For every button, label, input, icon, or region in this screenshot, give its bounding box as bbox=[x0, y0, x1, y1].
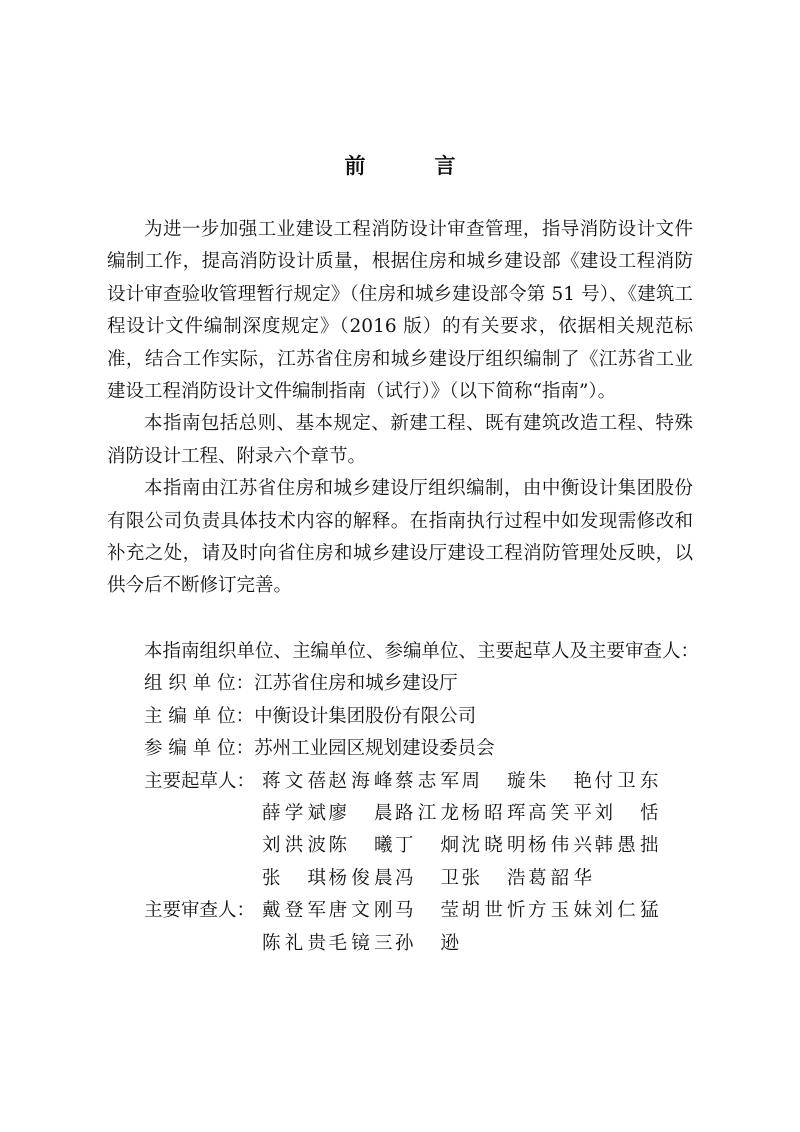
paragraph-contents: 本指南包括总则、基本规定、新建工程、既有建筑改造工程、特殊消防设计工程、附录六个章节。 bbox=[107, 413, 693, 467]
drafter-name: 杨昭珲 bbox=[461, 803, 526, 825]
drafter-name: 高笑平 bbox=[528, 803, 592, 825]
drafters-label: 主要起草人： bbox=[144, 770, 256, 792]
drafter-name: 张 琪 bbox=[262, 867, 326, 889]
reviewer-name: 马 莹 bbox=[395, 900, 459, 922]
drafter-name: 周 璇 bbox=[461, 770, 526, 792]
reviewer-name: 戴登军 bbox=[262, 900, 326, 922]
drafter-name: 沈晓明 bbox=[461, 835, 526, 857]
drafter-name: 冯 卫 bbox=[395, 867, 459, 889]
reviewer-name: 陈礼贵 bbox=[262, 932, 326, 954]
organization-section bbox=[144, 636, 704, 960]
reviewer-name: 孙 逊 bbox=[395, 932, 459, 954]
drafter-name: 刘洪波 bbox=[262, 835, 326, 857]
drafter-name: 蒋文蓓 bbox=[262, 770, 326, 792]
drafter-name: 付卫东 bbox=[594, 770, 659, 792]
drafter-name: 路江龙 bbox=[395, 803, 459, 825]
organizer-unit: 组 织 单 位：江苏省住房和城乡建设厅 bbox=[144, 673, 458, 695]
preface-body bbox=[107, 214, 693, 603]
paragraph-interpretation: 本指南由江苏省住房和城乡建设厅组织编制，由中衡设计集团股份有限公司负责具体技术内容的解释。在指南执行过程中如发现需修改和补充之处，请及时向省住房和城乡建设厅建设工程消防管理处反映，以供今后不断修订完善。 bbox=[107, 478, 693, 597]
drafter-name: 韩愚拙 bbox=[594, 835, 659, 857]
drafter-name: 赵海峰 bbox=[328, 770, 393, 792]
paragraph-purpose: 为进一步加强工业建设工程消防设计审查管理，指导消防设计文件编制工作，提高消防设计质量，根据住房和城乡建设部《建设工程消防设计审查验收管理暂行规定》（住房和城乡建设部令第 51 号）、《建筑工程设计文件编制深度规定》（2016 版）的有关要求，依据相关规范标准，结合工作实际，江苏省住房和城乡建设厅组织编制了《江苏省工业建设工程消防设计文件编制指南（试行）》（以下简称“指南”）。 bbox=[107, 219, 693, 403]
drafter-name: 朱 艳 bbox=[528, 770, 592, 792]
chief-editor-unit: 主 编 单 位：中衡设计集团股份有限公司 bbox=[144, 705, 477, 727]
reviewers-list bbox=[262, 895, 662, 960]
drafter-name: 蔡志军 bbox=[395, 770, 459, 792]
reviewers-block bbox=[144, 895, 704, 960]
page-title: 前 言 bbox=[344, 153, 480, 178]
drafter-name: 薛学斌 bbox=[262, 803, 326, 825]
co-editor-unit: 参 编 单 位：苏州工业园区规划建设委员会 bbox=[144, 738, 495, 760]
drafter-name: 丁 炯 bbox=[395, 835, 459, 857]
reviewer-name: 刘仁猛 bbox=[594, 900, 659, 922]
drafter-name: 张 浩 bbox=[461, 867, 526, 889]
drafter-name: 杨俊晨 bbox=[328, 867, 393, 889]
reviewer-name: 毛镜三 bbox=[328, 932, 393, 954]
drafter-name: 杨伟兴 bbox=[528, 835, 592, 857]
drafter-name: 廖 晨 bbox=[328, 803, 393, 825]
org-intro: 本指南组织单位、主编单位、参编单位、主要起草人及主要审查人： bbox=[144, 641, 700, 662]
drafters-list bbox=[262, 766, 662, 896]
reviewer-name: 胡世忻 bbox=[461, 900, 526, 922]
drafter-name: 陈 曦 bbox=[328, 835, 393, 857]
reviewers-label: 主要审查人： bbox=[144, 900, 256, 922]
drafters-block bbox=[144, 766, 704, 896]
reviewer-name: 方玉妹 bbox=[528, 900, 592, 922]
reviewer-name: 唐文刚 bbox=[328, 900, 393, 922]
drafter-name: 葛韶华 bbox=[528, 867, 592, 889]
drafter-name: 刘 恬 bbox=[594, 803, 659, 825]
